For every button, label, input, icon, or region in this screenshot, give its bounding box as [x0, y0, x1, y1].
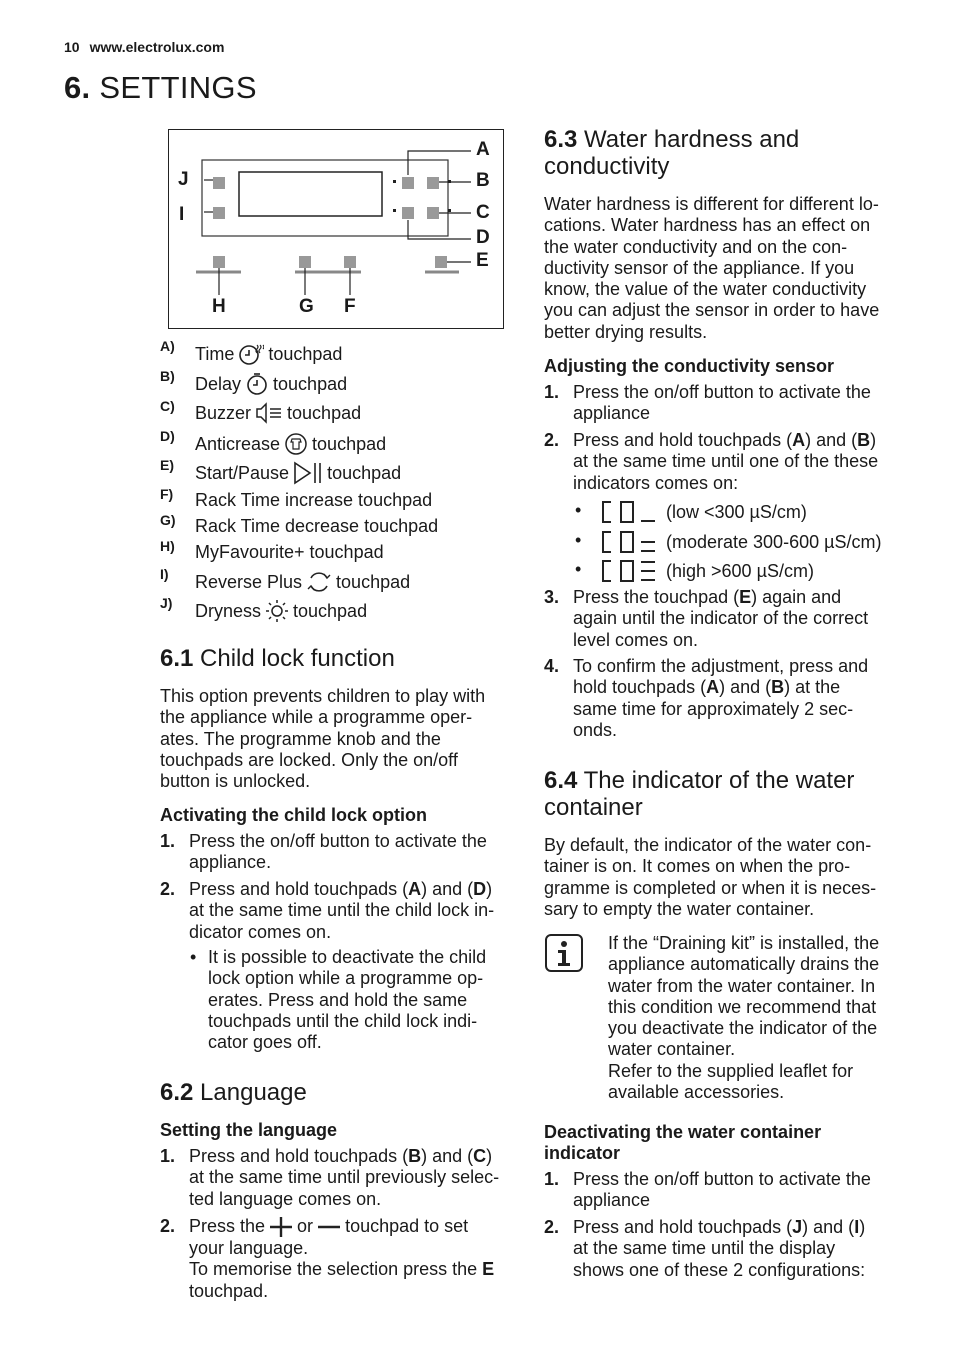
- text-line: appliance automatically drains the: [608, 954, 880, 975]
- legend-text: touchpad: [312, 433, 387, 454]
- indicator-item: [575, 559, 905, 585]
- section-heading: [160, 1079, 307, 1106]
- text-line: appliance: [573, 403, 651, 424]
- legend-item: [160, 486, 512, 512]
- text-line: at the same time until the child lock in-: [189, 900, 495, 921]
- legend-item: [160, 428, 512, 454]
- text-fragment: hold touchpads (: [573, 677, 707, 698]
- start-pause-icon: [293, 461, 323, 485]
- step-number: 4.: [544, 656, 560, 676]
- text-line: erates. Press and hold the same: [208, 989, 468, 1010]
- bullet-dot: •: [575, 500, 582, 520]
- text-line: If the “Draining kit” is installed, the: [608, 933, 880, 953]
- text-fragment: ): [870, 430, 877, 450]
- subheading: Activating the child lock option: [160, 805, 428, 825]
- text-line: [573, 1217, 865, 1238]
- text-line: level comes on.: [573, 629, 699, 650]
- legend-item: [160, 398, 512, 424]
- section-heading: [544, 767, 854, 821]
- section-title: Water hardness and: [584, 126, 800, 153]
- text-line: dicator comes on.: [189, 921, 332, 942]
- dryness-icon: [265, 599, 289, 623]
- key-letter: A: [706, 677, 720, 698]
- key-letter: E: [739, 587, 752, 607]
- section-number: 6.2: [160, 1079, 194, 1106]
- section-title: Child lock function: [200, 645, 395, 672]
- chapter-title: SETTINGS: [99, 70, 257, 105]
- text-line: you can adjust the sensor in order to have: [544, 300, 880, 321]
- legend-text: Time: [195, 343, 235, 364]
- text-line: Water hardness is different for different lo-: [544, 194, 879, 214]
- text-line: Press the on/off button to activate the: [573, 1169, 871, 1189]
- legend-item: [160, 538, 512, 564]
- key-letter: J: [792, 1217, 803, 1237]
- bullet-dot: •: [575, 530, 582, 550]
- text-line: this condition we recommend that: [608, 996, 877, 1017]
- step-number: 1.: [544, 382, 560, 402]
- text-line: at the same time until one of the these: [573, 451, 879, 472]
- text-line: Deactivating the water container: [544, 1122, 822, 1142]
- text-line: the appliance while a programme oper-: [160, 707, 473, 728]
- legend-key: H): [160, 538, 175, 554]
- plus-icon: [268, 1216, 294, 1238]
- reverse-plus-icon: [306, 570, 332, 594]
- text-fragment: ): [859, 1217, 866, 1237]
- text-line: shows one of these 2 configurations:: [573, 1259, 866, 1280]
- section-heading: [544, 126, 799, 180]
- legend-text: touchpad: [336, 571, 411, 592]
- legend-text: Buzzer: [195, 402, 252, 423]
- text-line: again until the indicator of the correct: [573, 608, 869, 629]
- indicator-item: [575, 530, 905, 556]
- text-fragment: To memorise the selection press the: [189, 1259, 478, 1280]
- bullet-dot: •: [575, 559, 582, 579]
- step-number: 2.: [160, 1216, 176, 1236]
- key-letter: A: [792, 430, 806, 450]
- text-line: cations. Water hardness has an effect on: [544, 215, 871, 236]
- legend-text: touchpad: [273, 373, 348, 394]
- text-line: appliance.: [189, 852, 272, 873]
- panel-label-j: J: [178, 169, 189, 190]
- text-line: same time for approximately 2 sec-: [573, 698, 854, 719]
- step-number: 2.: [544, 1217, 560, 1237]
- step-item: [544, 1169, 904, 1213]
- legend-key: G): [160, 512, 176, 528]
- text-fragment: Press and hold touchpads (: [189, 1146, 409, 1166]
- time-icon: [238, 342, 264, 366]
- key-letter: D: [473, 879, 487, 899]
- section-heading: [160, 645, 395, 672]
- text-fragment: Press and hold touchpads (: [573, 430, 793, 450]
- text-line: [189, 1259, 494, 1280]
- text-line: better drying results.: [544, 321, 708, 342]
- text-line: By default, the indicator of the water con-: [544, 835, 872, 855]
- text-line: ted language comes on.: [189, 1188, 382, 1209]
- legend-text: Reverse Plus: [195, 571, 303, 592]
- text-line: cator goes off.: [208, 1032, 322, 1053]
- info-icon: [545, 934, 583, 972]
- key-letter: B: [408, 1146, 422, 1166]
- text-fragment: Press the: [189, 1216, 266, 1237]
- step-number: 1.: [544, 1169, 560, 1189]
- info-note: [608, 933, 904, 1103]
- panel-label-d: D: [476, 227, 490, 248]
- text-line: touchpads are locked. Only the on/off: [160, 749, 458, 770]
- text-line: indicator: [544, 1143, 621, 1163]
- section-number: 6.3: [544, 126, 578, 153]
- website-url: www.electrolux.com: [89, 39, 225, 55]
- control-panel-diagram: [168, 129, 504, 329]
- page-title: [64, 70, 257, 106]
- section-title: The indicator of the water: [583, 767, 855, 794]
- legend-item: [160, 566, 512, 592]
- text-fragment: ) and (: [802, 1217, 855, 1237]
- text-line: appliance: [573, 1190, 651, 1211]
- text-fragment: ) again and: [751, 587, 842, 607]
- text-line: onds.: [573, 719, 618, 740]
- step-item: [160, 879, 512, 945]
- legend-item: [160, 595, 512, 621]
- page-header: [64, 39, 224, 55]
- text-line: water from the water container. In: [608, 975, 876, 996]
- step-number: 1.: [160, 1146, 176, 1166]
- bullet-dot: •: [190, 947, 197, 967]
- text-line: [189, 1216, 494, 1238]
- text-line: at the same time until previously selec-: [189, 1167, 500, 1188]
- legend-text: Dryness: [195, 600, 262, 621]
- text-line: button is unlocked.: [160, 771, 311, 792]
- legend-key: B): [160, 368, 175, 384]
- text-fragment: Press the touchpad (: [573, 587, 740, 607]
- text-fragment: ) and (: [719, 677, 772, 698]
- indicator-label: (high >600 µS/cm): [666, 561, 814, 581]
- text-line: you deactivate the indicator of the: [608, 1018, 878, 1039]
- text-line: Press the on/off button to activate the: [573, 382, 871, 402]
- indicator-item: [575, 500, 905, 526]
- legend-key: A): [160, 338, 175, 354]
- display-high-icon: [601, 559, 659, 583]
- text-line: [573, 677, 868, 698]
- text-fragment: ) and (: [805, 430, 858, 450]
- legend-key: C): [160, 398, 175, 414]
- legend-text: touchpad: [327, 462, 402, 483]
- buzzer-icon: [255, 402, 283, 424]
- legend-item: [160, 368, 512, 394]
- legend-key: E): [160, 457, 174, 473]
- chapter-number: 6.: [64, 70, 91, 105]
- text-line: the water conductivity and on the con-: [544, 236, 848, 257]
- legend-text: Rack Time decrease touchpad: [195, 516, 439, 536]
- section-title: conductivity: [544, 153, 670, 180]
- panel-label-c: C: [476, 202, 490, 223]
- legend-key: I): [160, 566, 169, 582]
- step-item: [544, 656, 904, 744]
- text-fragment: Press and hold touchpads (: [189, 879, 409, 899]
- text-line: your language.: [189, 1238, 309, 1258]
- text-line: It is possible to deactivate the child: [208, 947, 487, 967]
- subheading: Setting the language: [160, 1120, 338, 1140]
- legend-item: [160, 338, 512, 364]
- legend-text: Start/Pause: [195, 462, 290, 483]
- text-line: Press the on/off button to activate the: [189, 831, 487, 851]
- panel-label-h: H: [212, 296, 226, 317]
- text-line: ductivity sensor of the appliance. If you: [544, 257, 855, 278]
- step-item: [544, 430, 904, 496]
- text-fragment: ): [486, 1146, 493, 1166]
- indicator-label: (moderate 300-600 µS/cm): [666, 532, 882, 552]
- step-number: 1.: [160, 831, 176, 851]
- panel-label-e: E: [476, 250, 489, 271]
- key-letter: B: [857, 430, 871, 450]
- text-fragment: Press and hold touchpads (: [573, 1217, 793, 1237]
- text-line: touchpad.: [189, 1280, 269, 1301]
- legend-key: J): [160, 595, 173, 611]
- key-letter: A: [408, 879, 422, 899]
- legend-text: touchpad: [287, 402, 362, 423]
- step-number: 3.: [544, 587, 560, 607]
- paragraph: [160, 686, 512, 792]
- panel-label-a: A: [476, 139, 490, 160]
- step-item: [160, 1216, 512, 1306]
- text-line: at the same time until the display: [573, 1238, 836, 1259]
- text-fragment: or: [297, 1216, 314, 1237]
- text-fragment: touchpad to set: [345, 1216, 469, 1237]
- legend-item: [160, 512, 512, 538]
- text-fragment: ) at the: [784, 677, 841, 698]
- minus-icon: [316, 1216, 342, 1238]
- text-line: This option prevents children to play with: [160, 686, 486, 706]
- paragraph: [544, 835, 904, 920]
- text-line: know, the value of the water conductivity: [544, 279, 867, 300]
- key-letter: E: [482, 1259, 495, 1280]
- text-line: Refer to the supplied leaflet for: [608, 1060, 854, 1081]
- display-moderate-icon: [601, 530, 659, 554]
- subheading: Adjusting the conductivity sensor: [544, 356, 835, 376]
- text-line: [189, 879, 494, 900]
- section-number: 6.1: [160, 645, 194, 672]
- text-line: sary to empty the water container.: [544, 898, 815, 919]
- section-number: 6.4: [544, 767, 578, 794]
- text-line: To confirm the adjustment, press and: [573, 656, 869, 676]
- legend-key: F): [160, 486, 174, 502]
- text-fragment: ) and (: [421, 879, 474, 899]
- step-number: 2.: [160, 879, 176, 899]
- text-line: [189, 1146, 499, 1167]
- legend-key: D): [160, 428, 175, 444]
- indicator-label: (low <300 µS/cm): [666, 502, 807, 522]
- legend-text: MyFavourite+ touchpad: [195, 542, 384, 562]
- display-low-icon: [601, 500, 659, 524]
- legend-text: Delay: [195, 373, 242, 394]
- legend-item: [160, 457, 512, 483]
- text-line: ates. The programme knob and the: [160, 728, 441, 749]
- legend-text: touchpad: [268, 343, 343, 364]
- anticrease-icon: [284, 432, 308, 456]
- panel-label-i: I: [179, 204, 185, 225]
- step-item: [544, 382, 904, 426]
- delay-icon: [245, 372, 269, 396]
- panel-label-f: F: [344, 296, 356, 317]
- key-letter: B: [771, 677, 785, 698]
- text-line: [573, 587, 868, 608]
- section-title: Language: [200, 1079, 307, 1106]
- subheading: [544, 1122, 821, 1164]
- legend-text: Rack Time increase touchpad: [195, 490, 433, 510]
- text-line: water container.: [608, 1039, 736, 1060]
- panel-label-g: G: [299, 296, 314, 317]
- step-item: [544, 587, 904, 653]
- paragraph: [544, 194, 904, 343]
- step-number: 2.: [544, 430, 560, 450]
- key-letter: I: [854, 1217, 860, 1237]
- text-fragment: ) and (: [421, 1146, 474, 1166]
- text-line: tainer is on. It comes on when the pro-: [544, 856, 851, 877]
- step-item: [544, 1217, 904, 1283]
- text-line: indicators comes on:: [573, 472, 739, 493]
- step-item: [160, 1146, 512, 1212]
- section-title: container: [544, 794, 643, 821]
- text-line: [573, 430, 878, 451]
- key-letter: C: [473, 1146, 487, 1166]
- panel-label-b: B: [476, 170, 490, 191]
- page-number: 10: [64, 39, 80, 55]
- text-line: gramme is completed or when it is neces-: [544, 877, 877, 898]
- text-line: lock option while a programme op-: [208, 968, 484, 989]
- legend-text: touchpad: [293, 600, 368, 621]
- step-item: [160, 831, 512, 875]
- legend-text: Anticrease: [195, 433, 281, 454]
- text-line: touchpads until the child lock indi-: [208, 1010, 478, 1031]
- text-fragment: ): [486, 879, 493, 899]
- text-line: available accessories.: [608, 1082, 785, 1103]
